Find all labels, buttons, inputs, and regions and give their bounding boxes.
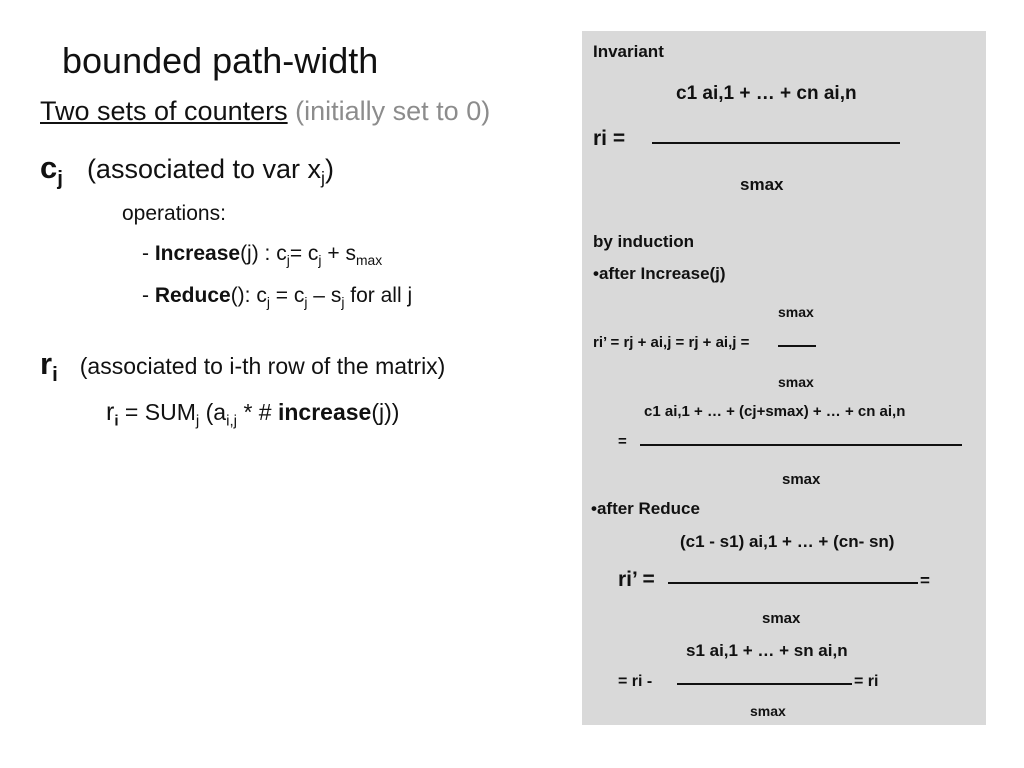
reduce-numerator: (c1 - s1) ai,1 + … + (cn- sn) <box>680 532 895 551</box>
induction-label: by induction <box>593 232 695 251</box>
invariant-numerator: c1 ai,1 + … + cn ai,n <box>676 83 857 104</box>
reduce-denominator-2: smax <box>750 703 786 719</box>
operations-label: operations: <box>122 202 226 225</box>
reduce-numerator-2: s1 ai,1 + … + sn ai,n <box>686 641 848 660</box>
ri-definition <box>40 346 446 387</box>
increase-operation: - Increase(j) : $c_j= c_j + s_{max}$ <box>142 242 383 268</box>
fraction-bar <box>778 345 816 347</box>
fraction-bar <box>652 142 900 144</box>
invariant-panel <box>582 31 986 725</box>
ri-symbol: $r_i$ <box>40 346 58 387</box>
reduce-last-tail: = ri <box>854 673 879 690</box>
counters-heading-main: Two sets of counters <box>40 96 288 126</box>
equals-sign: = <box>920 571 930 590</box>
slide-title: bounded path-width <box>62 40 379 81</box>
reduce-operation: - Reduce(): $c_j = c_j - s_j$ for all j <box>142 284 413 310</box>
ri-sum-formula: $r_i = SUM_j$ ($a_{i,j}$ * # increase(j)) <box>106 398 400 430</box>
invariant-denominator: smax <box>740 175 784 194</box>
reduce-denominator: smax <box>762 610 801 627</box>
fraction-bar <box>640 444 962 446</box>
counters-heading <box>40 96 490 127</box>
after-reduce-label: •after Reduce <box>591 499 700 518</box>
fraction-bar <box>677 683 852 685</box>
equals-sign: = <box>618 433 627 450</box>
ri-prime-increase: ri’ = rj + ai,j = rj + ai,j = <box>593 334 750 351</box>
invariant-heading: Invariant <box>593 42 664 61</box>
cj-definition <box>40 150 335 191</box>
fraction-bar <box>668 582 918 584</box>
smax-bottom: smax <box>778 374 814 390</box>
counters-heading-note: (initially set to 0) <box>295 96 491 126</box>
ri-description: (associated to i-th row of the matrix) <box>79 353 446 379</box>
ri-prime-reduce: ri’ = <box>618 568 655 591</box>
increase-denominator: smax <box>782 471 821 488</box>
cj-symbol: $c_j$ <box>40 150 63 191</box>
cj-description: (associated to var $x_j$) <box>86 154 335 189</box>
smax-top: smax <box>778 304 814 320</box>
after-increase-label: •after Increase(j) <box>593 264 726 283</box>
increase-numerator: c1 ai,1 + … + (cj+smax) + … + cn ai,n <box>644 403 906 420</box>
invariant-ri: ri = <box>593 127 626 150</box>
reduce-last-line: = ri - <box>618 673 653 690</box>
